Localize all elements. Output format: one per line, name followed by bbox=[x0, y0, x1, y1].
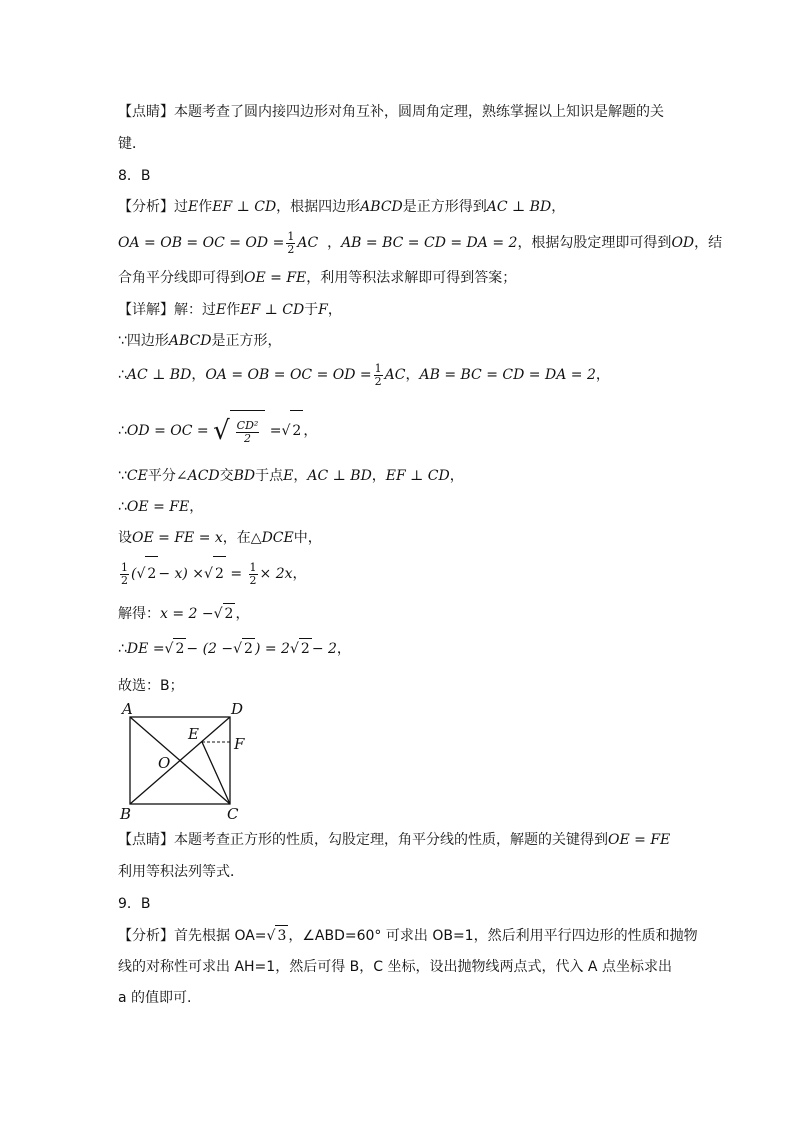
q8-comment-line1: 【点睛】本题考查正方形的性质，勾股定理，角平分线的性质，解题的关键得到OE = FE bbox=[118, 832, 671, 848]
q8-analysis-line3: 合角平分线即可得到OE = FE，利用等积法求解即可得到答案； bbox=[118, 270, 517, 286]
comment-q7-line2: 键． bbox=[118, 136, 146, 152]
label-c: C bbox=[227, 805, 239, 823]
q8-detail-line6: ∴OE = FE， bbox=[118, 499, 204, 515]
q8-comment-line2: 利用等积法列等式． bbox=[118, 864, 244, 880]
q8-analysis-line1: 【分析】过E作EF ⊥ CD，根据四边形ABCD是正方形得到AC ⊥ BD， bbox=[118, 199, 566, 215]
q8-detail-line8: $\frac{1}{2}$ (√ 2 − x) ×√ 2 = $\frac{1}{2}$ × 2x， bbox=[118, 556, 307, 591]
q8-detail-line4: ∴OD = OC = √ $\frac{\text{CD²}}{2}$ =√ 2 ， bbox=[118, 410, 317, 452]
label-d: D bbox=[231, 700, 244, 718]
label-f: F bbox=[234, 735, 245, 753]
label-a: A bbox=[122, 700, 133, 718]
q8-detail-line2: ∵四边形ABCD是正方形， bbox=[118, 333, 282, 349]
q8-analysis-line2: OA = OB = OC = OD = $\frac{1}{2}$ AC ，AB = BC = CD = DA = 2，根据勾股定理即可得到OD，结 bbox=[118, 229, 723, 256]
q8-detail-line9: 解得：x = 2 −√ 2 ， bbox=[118, 603, 249, 624]
sqrt-fraction: √ $\frac{\text{CD²}}{2}$ bbox=[213, 410, 265, 452]
label-b: B bbox=[120, 805, 132, 823]
segment-ce bbox=[202, 742, 230, 804]
q8-detail-line3: ∴AC ⊥ BD，OA = OB = OC = OD = $\frac{1}{2}$ AC，AB = BC = CD = DA = 2， bbox=[118, 361, 610, 388]
q9-analysis-line1: 【分析】首先根据 OA=√ 3 ，∠ABD=60° 可求出 OB=1，然后利用平行四边形的性质和抛物 bbox=[118, 925, 698, 946]
q8-detail-line11: 故选：B； bbox=[118, 678, 184, 694]
q8-detail-line1: 【详解】解：过E作EF ⊥ CD于F， bbox=[118, 302, 342, 318]
q9-analysis-line2: 线的对称性可求出 AH=1，然后可得 B，C 坐标，设出抛物线两点式，代入 A 点坐标求出 bbox=[118, 959, 672, 975]
q8-detail-line5: ∵CE平分∠ACD交BD于点E，AC ⊥ BD，EF ⊥ CD， bbox=[118, 468, 464, 484]
label-o: O bbox=[158, 754, 171, 772]
square-figure bbox=[112, 698, 262, 824]
q8-detail-line7: 设OE = FE = x，在△DCE中， bbox=[118, 530, 322, 546]
q9-answer: 9．B bbox=[118, 896, 151, 912]
q8-detail-line10: ∴DE =√ 2 − (2 −√ 2 ) = 2√ 2 − 2， bbox=[118, 638, 351, 659]
label-e: E bbox=[188, 725, 199, 743]
q9-analysis-line3: a 的值即可. bbox=[118, 990, 192, 1006]
fraction-half: $\frac{1}{2}$ bbox=[287, 229, 295, 256]
q8-answer: 8．B bbox=[118, 168, 151, 184]
comment-q7-line1: 【点睛】本题考查了圆内接四边形对角互补，圆周角定理，熟练掌握以上知识是解题的关 bbox=[118, 104, 664, 120]
